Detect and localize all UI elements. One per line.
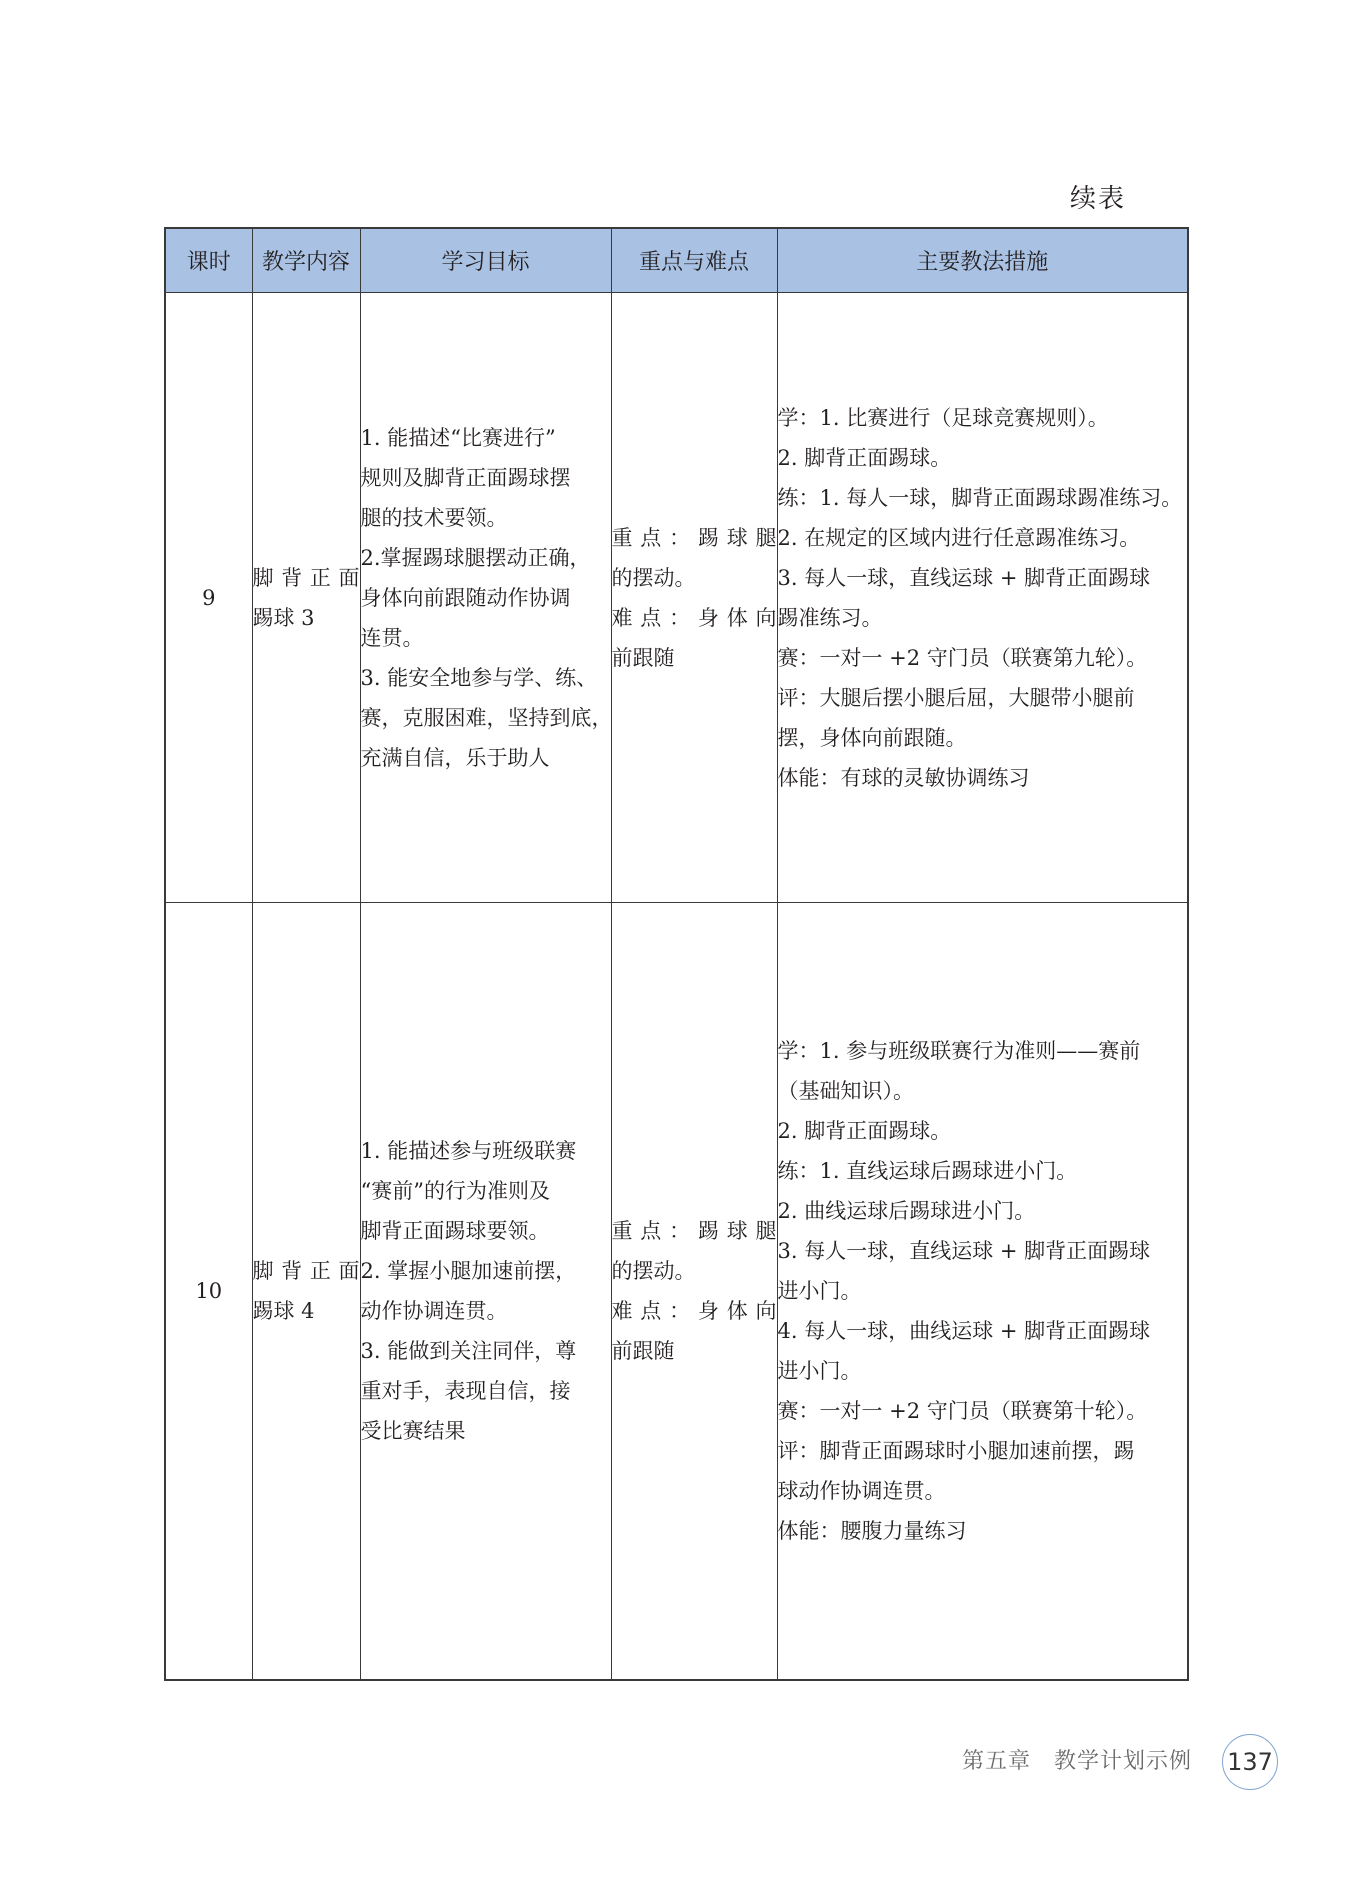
header-key-points: 重点与难点 [611, 228, 777, 293]
header-objectives: 学习目标 [360, 228, 611, 293]
lesson-number: 9 [165, 293, 252, 903]
page-number: 137 [1222, 1734, 1278, 1790]
learning-objectives: 1. 能描述参与班级联赛 “赛前”的行为准则及 脚背正面踢球要领。 2. 掌握小腿加速前摆， 动作协调连贯。 3. 能做到关注同伴，尊 重对手，表现自信，接 受比赛结果 [360, 903, 611, 1680]
lesson-content: 脚背正面 踢球 3 [252, 293, 360, 903]
table-row [165, 903, 1188, 1680]
teaching-methods: 学：1. 参与班级联赛行为准则——赛前 （基础知识）。 2. 脚背正面踢球。 练：1. 直线运球后踢球进小门。 2. 曲线运球后踢球进小门。 3. 每人一球，直线运球 + 脚背正面踢球 进小门。 4. 每人一球，曲线运球 + 脚背正面踢球 进小门。 赛：一对一 +2 守门员（联赛第十轮）。 评：脚背正面踢球时小腿加速前摆，踢 球动作协调连贯。 体能：腰腹力量练习 [777, 903, 1188, 1680]
header-lesson: 课时 [165, 228, 252, 293]
key-points: 重点：踢球腿 的摆动。 难点：身体向 前跟随 [611, 903, 777, 1680]
lesson-content: 脚背正面 踢球 4 [252, 903, 360, 1680]
header-content: 教学内容 [252, 228, 360, 293]
table-header-row [165, 228, 1188, 293]
key-points: 重点：踢球腿 的摆动。 难点：身体向 前跟随 [611, 293, 777, 903]
teaching-plan-table [164, 227, 1189, 1681]
learning-objectives: 1. 能描述“比赛进行” 规则及脚背正面踢球摆 腿的技术要领。 2.掌握踢球腿摆动正确， 身体向前跟随动作协调 连贯。 3. 能安全地参与学、练、 赛，克服困难，坚持到底， 充满自信，乐于助人 [360, 293, 611, 903]
teaching-methods: 学：1. 比赛进行（足球竞赛规则）。 2. 脚背正面踢球。 练：1. 每人一球，脚背正面踢球踢准练习。 2. 在规定的区域内进行任意踢准练习。 3. 每人一球，直线运球 + 脚背正面踢球 踢准练习。 赛：一对一 +2 守门员（联赛第九轮）。 评：大腿后摆小腿后屈，大腿带小腿前 摆，身体向前跟随。 体能：有球的灵敏协调练习 [777, 293, 1188, 903]
continued-label: 续表 [1070, 184, 1127, 214]
header-methods: 主要教法措施 [777, 228, 1188, 293]
table-row [165, 293, 1188, 903]
chapter-footer: 第五章 教学计划示例 [962, 1749, 1193, 1774]
lesson-number: 10 [165, 903, 252, 1680]
